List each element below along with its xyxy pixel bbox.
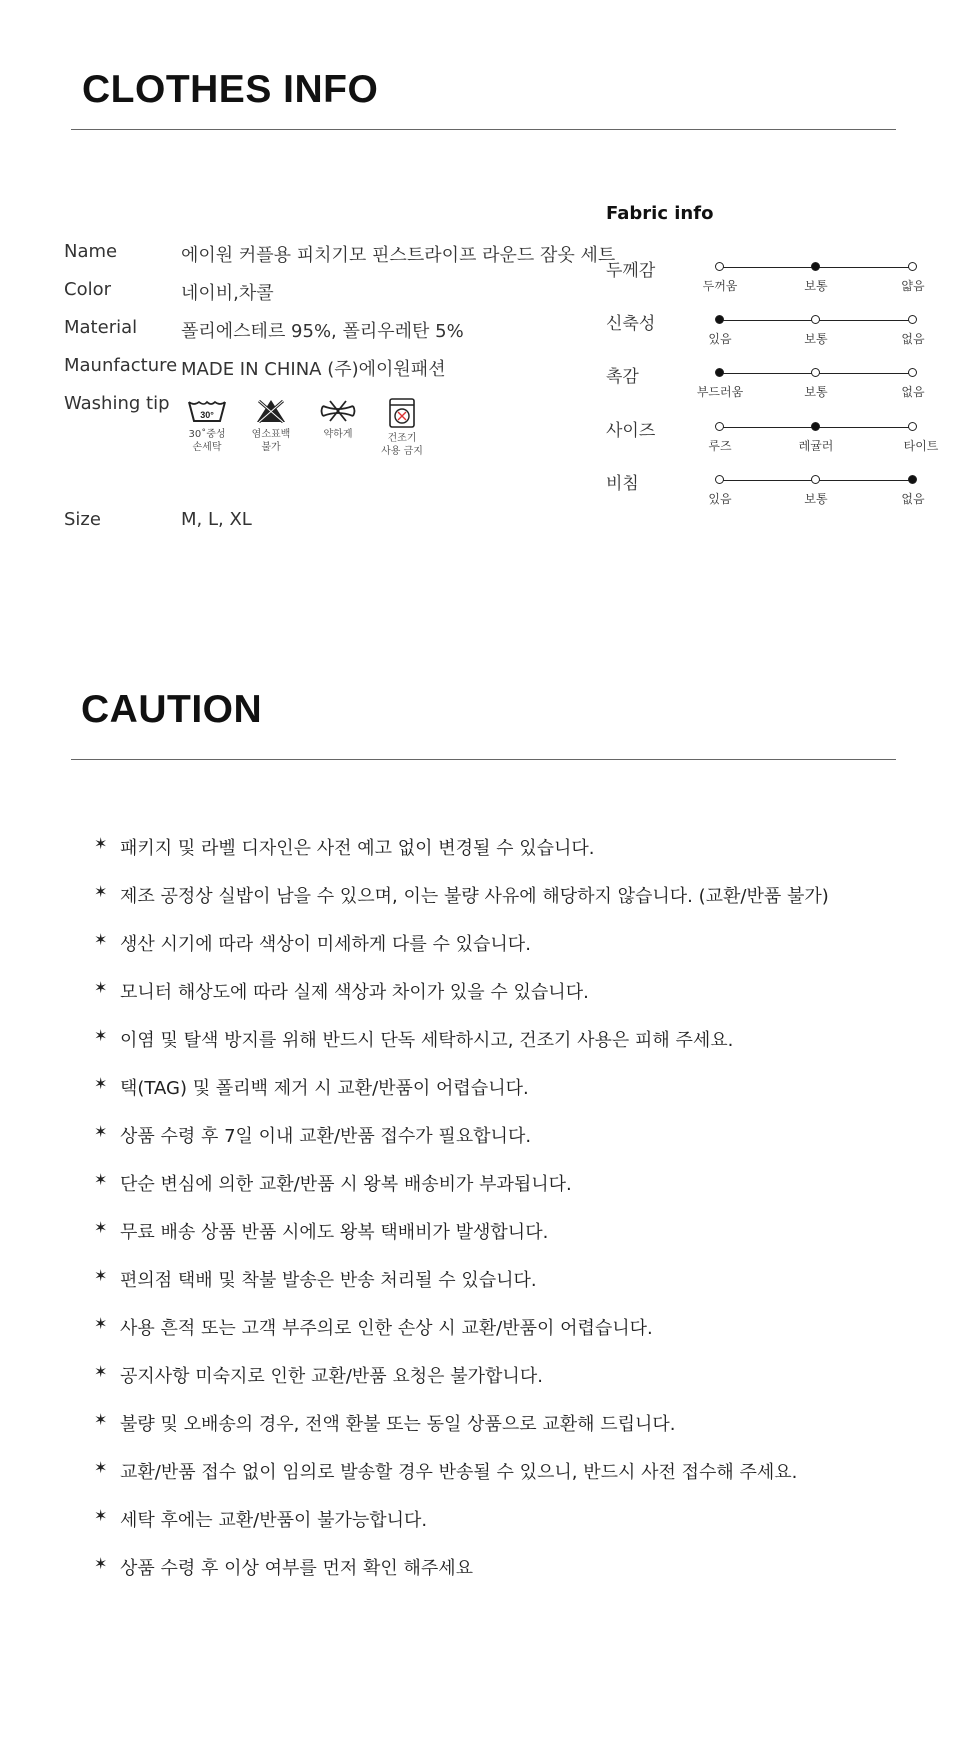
wash-temp-badge: 30° <box>200 410 214 420</box>
fabric-scale-dot <box>908 422 917 431</box>
fabric-row <box>606 416 946 466</box>
fabric-scale-option: 타이트 <box>903 439 939 453</box>
caution-item-text: 생산 시기에 따라 색상이 미세하게 다를 수 있습니다. <box>120 934 531 955</box>
star-bullet-icon: ✶ <box>94 1458 108 1477</box>
name-label: Name <box>64 241 118 262</box>
fabric-scale-option: 있음 <box>708 332 732 346</box>
caution-item-text: 세탁 후에는 교환/반품이 불가능합니다. <box>120 1510 428 1531</box>
caution-item-text: 편의점 택배 및 착불 발송은 반송 처리될 수 있습니다. <box>120 1270 537 1291</box>
fabric-scale-option: 두꺼움 <box>702 279 738 293</box>
caution-item-text: 택(TAG) 및 폴리백 제거 시 교환/반품이 어렵습니다. <box>120 1078 529 1099</box>
color-label: Color <box>64 279 111 300</box>
fabric-row-name: 신축성 <box>606 314 656 334</box>
material-label: Material <box>64 317 138 338</box>
caution-item-text: 제조 공정상 실밥이 남을 수 있으며, 이는 불량 사유에 해당하지 않습니다. (교환/반품 불가) <box>120 886 829 907</box>
material-value: 폴리에스테르 95%, 폴리우레탄 5% <box>181 321 464 342</box>
no-tumble-dry <box>362 398 442 458</box>
fabric-scale-option: 있음 <box>708 492 732 506</box>
fabric-row <box>606 362 946 412</box>
caution-item-text: 이염 및 탈색 방지를 위해 반드시 단독 세탁하시고, 건조기 사용은 피해 주세요. <box>120 1030 734 1051</box>
gentle-wring-icon <box>318 398 358 424</box>
star-bullet-icon: ✶ <box>94 1506 108 1525</box>
caution-item-text: 불량 및 오배송의 경우, 전액 환불 또는 동일 상품으로 교환해 드립니다. <box>120 1414 676 1435</box>
star-bullet-icon: ✶ <box>94 1266 108 1285</box>
caution-heading: CAUTION <box>81 688 263 731</box>
star-bullet-icon: ✶ <box>94 1554 108 1573</box>
fabric-row <box>606 256 946 306</box>
fabric-scale-option: 부드러움 <box>696 385 744 399</box>
fabric-scale-dot <box>908 262 917 271</box>
no-tumble-dry-icon <box>387 398 417 428</box>
caution-item-text: 모니터 해상도에 따라 실제 색상과 차이가 있을 수 있습니다. <box>120 982 589 1003</box>
gentle-wring-caption: 약하게 <box>323 429 353 440</box>
fabric-scale-option: 보통 <box>804 332 828 346</box>
clothes-info-divider <box>71 129 896 130</box>
wash-30-neutral-icon <box>187 398 227 424</box>
caution-item-text: 교환/반품 접수 없이 임의로 발송할 경우 반송될 수 있으니, 반드시 사전 접수해 주세요. <box>120 1462 798 1483</box>
caution-item <box>94 1026 914 1074</box>
caution-divider <box>71 759 896 760</box>
fabric-scale-dot-selected <box>715 315 724 324</box>
wash-30-caption: 30˚중성 손세탁 <box>188 429 226 453</box>
fabric-scale-option: 없음 <box>901 332 925 346</box>
caution-item-text: 사용 흔적 또는 고객 부주의로 인한 손상 시 교환/반품이 어렵습니다. <box>120 1318 653 1339</box>
fabric-info-title: Fabric info <box>606 203 714 224</box>
star-bullet-icon: ✶ <box>94 930 108 949</box>
fabric-scale-dot-selected <box>811 262 820 271</box>
caution-item <box>94 1506 914 1554</box>
caution-list <box>94 834 914 1602</box>
no-bleach-caption: 염소표백 불가 <box>251 429 291 453</box>
clothes-info-heading: CLOTHES INFO <box>82 68 379 111</box>
star-bullet-icon: ✶ <box>94 1362 108 1381</box>
caution-item <box>94 930 914 978</box>
fabric-row-name: 비침 <box>606 474 639 494</box>
manufacture-value: MADE IN CHINA (주)에이원패션 <box>181 359 446 380</box>
fabric-row <box>606 469 946 519</box>
fabric-scale-option: 보통 <box>804 492 828 506</box>
fabric-scale-dot <box>908 315 917 324</box>
fabric-scale-option: 보통 <box>804 385 828 399</box>
caution-item <box>94 1410 914 1458</box>
caution-item-text: 상품 수령 후 이상 여부를 먼저 확인 해주세요 <box>120 1558 474 1579</box>
name-value: 에이원 커플용 피치기모 핀스트라이프 라운드 잠옷 세트 <box>181 245 616 266</box>
fabric-scale-option: 루즈 <box>708 439 732 453</box>
caution-item <box>94 1458 914 1506</box>
manufacture-label: Maunfacture <box>64 355 178 376</box>
fabric-row <box>606 309 946 359</box>
caution-item <box>94 1122 914 1170</box>
fabric-scale-dot <box>811 368 820 377</box>
star-bullet-icon: ✶ <box>94 1410 108 1429</box>
fabric-scale-option: 얇음 <box>901 279 925 293</box>
star-bullet-icon: ✶ <box>94 1122 108 1141</box>
no-bleach-icon <box>254 398 288 424</box>
star-bullet-icon: ✶ <box>94 978 108 997</box>
star-bullet-icon: ✶ <box>94 1170 108 1189</box>
fabric-scale-dot <box>811 475 820 484</box>
fabric-scale-dot <box>811 315 820 324</box>
star-bullet-icon: ✶ <box>94 1074 108 1093</box>
fabric-row-name: 사이즈 <box>606 421 656 441</box>
caution-item <box>94 1170 914 1218</box>
star-bullet-icon: ✶ <box>94 1218 108 1237</box>
fabric-scale-option: 레귤러 <box>798 439 834 453</box>
caution-item <box>94 1314 914 1362</box>
caution-item <box>94 1362 914 1410</box>
star-bullet-icon: ✶ <box>94 882 108 901</box>
fabric-scale-option: 없음 <box>901 385 925 399</box>
fabric-scale-dot <box>908 368 917 377</box>
caution-item <box>94 882 914 930</box>
fabric-scale-dot-selected <box>715 368 724 377</box>
size-value: M, L, XL <box>181 509 252 530</box>
caution-item-text: 패키지 및 라벨 디자인은 사전 예고 없이 변경될 수 있습니다. <box>120 838 595 859</box>
size-label: Size <box>64 509 101 530</box>
caution-item-text: 상품 수령 후 7일 이내 교환/반품 접수가 필요합니다. <box>120 1126 532 1147</box>
fabric-scale-dot <box>715 422 724 431</box>
fabric-scale-dot <box>715 475 724 484</box>
fabric-scale-option: 보통 <box>804 279 828 293</box>
caution-item-text: 단순 변심에 의한 교환/반품 시 왕복 배송비가 부과됩니다. <box>120 1174 572 1195</box>
fabric-row-name: 촉감 <box>606 367 639 387</box>
washing-tip-label: Washing tip <box>64 393 170 414</box>
caution-item-text: 공지사항 미숙지로 인한 교환/반품 요청은 불가합니다. <box>120 1366 543 1387</box>
fabric-scale-option: 없음 <box>901 492 925 506</box>
caution-item <box>94 834 914 882</box>
caution-item <box>94 1218 914 1266</box>
star-bullet-icon: ✶ <box>94 1314 108 1333</box>
fabric-scale-dot-selected <box>811 422 820 431</box>
star-bullet-icon: ✶ <box>94 834 108 853</box>
caution-item <box>94 978 914 1026</box>
fabric-row-name: 두께감 <box>606 261 656 281</box>
caution-item-text: 무료 배송 상품 반품 시에도 왕복 택배비가 발생합니다. <box>120 1222 549 1243</box>
caution-item <box>94 1554 914 1602</box>
caution-item <box>94 1266 914 1314</box>
caution-item <box>94 1074 914 1122</box>
no-tumble-dry-caption: 건조기 사용 금지 <box>381 433 423 457</box>
color-value: 네이비,차콜 <box>181 283 274 304</box>
fabric-scale-dot <box>715 262 724 271</box>
fabric-scale-dot-selected <box>908 475 917 484</box>
star-bullet-icon: ✶ <box>94 1026 108 1045</box>
